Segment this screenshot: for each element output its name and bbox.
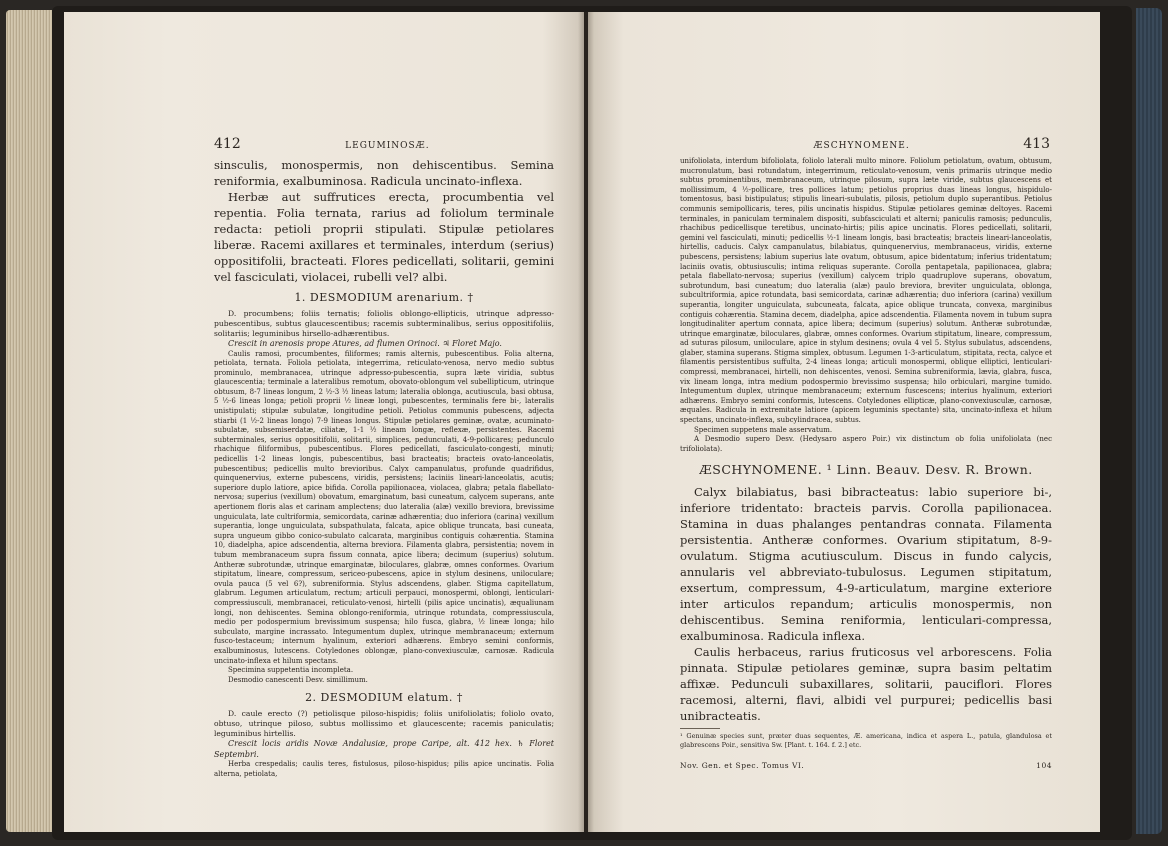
genus-character: Calyx bilabiatus, basi bibracteatus: labio superiore bi-, inferiore tridentato: bracteis parvis. Corolla papilionacea. Stamina in duas phalanges pentandras connata. Filamenta persistentia. Antheræ conformes. Ovarium stipitatum, 8-9-ovulatum. Stigma acutiusculum. Discus in fundo calycis, annularis vel abbreviato-tubulosus. Legumen stipitatum, exsertum, compressum, 4-9-articulatum, margine exteriore inter articulos repandum; articulis monospermis, non dehiscentibus. Semina reniformia, lenticulari-compressa, exalbuminosa. Radicula inflexa. [680,485,1052,644]
left-page-number: 412 [214,136,241,152]
signature-line [680,761,1052,770]
footnote: ¹ Genuinæ species sunt, præter duas sequentes, Æ. americana, indica et aspera L., patula, glandulosa et glabrescens Poir., sensitiva Sw. [Plant. t. 164. f. 2.] etc. [680,732,1052,749]
species-note-1b: Desmodio canescenti Desv. simillimum. [228,675,368,684]
page-edges-left [6,10,52,832]
genus-heading: ÆSCHYNOMENE. ¹ Linn. Beauv. Desv. R. Brown. [699,462,1033,478]
left-running-head [214,136,554,152]
genus-habit: Herbæ aut suffrutices erecta, procumbentia vel repentia. Folia ternata, rarius ad foliolum terminale redacta: petioli proprii stipulati. Stipulæ petiolares liberæ. Racemi axillares et terminales, interdum (serius) oppositifolii, bracteati. Flores pedicellati, solitarii, gemini vel fasciculati, violacei, rubelli vel? albi. [214,190,554,284]
genus-habit-aeschynomene: Caulis herbaceus, rarius fruticosus vel arborescens. Folia pinnata. Stipulæ petiolares geminæ, supra basim peltatim affixæ. Pedunculi subaxillares, solitarii, pauciflori. Flores racemosi, alterni, flavi, albidi vel purpurei; pedicellis basi unibracteatis. [680,645,1052,724]
affinity-note: A Desmodio supero Desv. (Hedysaro aspero Poir.) vix distinctum ob folia unifoliolata (nec trifoliolata). [680,435,1052,453]
genus-description-end: sinsculis, monospermis, non dehiscentibus. Semina reniformia, exalbuminosa. Radicula uncinato-inflexa. [214,158,554,188]
species-description-2-continued: unifoliolata, interdum bifoliolata, foliolo laterali multo minore. Foliolum petiolatum, ovatum, obtusum, mucronulatum, basi rotundatum, integerrimum, reticulato-venosum, venis primariis utrinque medio subtus prominentibus, membranaceum, utrinque pilosum, supra læte viride, subtus glaucescens et mollissimum, 4 ½-pollicare, tres pollices latum; petiolus proprius duas lineas longus, hispidulo-tomentosus, basi bistipulatus; stipulis lineari-subulatis, pilosis, petiolum duplo superantibus. Petiolus communis semipollicaris, teres, pilis uncinatis hispidus. Stipulæ petiolares geminæ deltoyes. Racemi terminales, in paniculam terminalem dispositi, subfasciculati et alterni; paniculis ramosis; pedunculis, rhachibus pedicellisque teretibus, uncinato-hirtis; pilis apice uncinatis. Flores pedicellati, solitarii, gemini vel fasciculati, minuti; pedicellis ½-1 lineam longis, basi bracteatis; bracteis lineari-lanceolatis, hirtellis, caducis. Calyx campanulatus, bilabiatus, quinquenervius, membranaceus, viridis, externe pubescens, persistens; labium superius late ovatum, obtusum, apice bidentatum; inferius tridentatum; laciniis ovatis, obtusiusculis; intima reliquas superante. Corolla pentapetala, papilionacea, glabra; petala flabellato-nervosa; superius (vexillum) calycem triplo quadruplove superans, obovatum, subrotundum, basi cuneatum; duo lateralia (alæ) paulo breviora, breviter unguiculata, oblonga, subcultriformia, apice rotundata, basi semicordata, carinæ adhærentia; duo inferiora (carina) vexillum superantia, longiter unguiculata, subcuneata, falcata, apice oblique truncata, convexa, marginibus contiguis cohærentia. Stamina decem, diadelpha, apice adscendentia. Filamenta novem in tubum supra longitudinaliter apertum connata, apice libera; decimum (superius) solutum. Antheræ subrotundæ, utrinque emarginatæ, biloculares, glabræ, omnes conformes. Ovarium stipitatum, lineare, compressum, ad suturas pilosum, uniloculare, apice in stylum desinens; ovula 4 vel 5. Stylus subulatus, adscendens, glaber, stamina superans. Stigma simplex, obtusum. Legumen 1-3-articulatum, stipitata, recta, calyce et filamentis persistentibus suffulta, 2-4 lineas longa; articuli monospermi, oblique elliptici, lenticulari-compressi, membranacei, hirtelli, non dehiscentes, venosi. Semina subreniformia, lævia, glabra, fusca, vix lineam longa, intra medium podospermio brevissimo suspensa; hilo orbiculari, margine tumido. Integumentum duplex, utrinque membranaceum; externum fuscescens; interius hyalinum, exteriori adhærens. Embryo semini conformis, lutescens. Cotyledones ellipticæ, plano-convexiusculæ, carnosæ, æquales. Radicula in extremitate latiore (apicem leguminis spectante) sita, uncinato-inflexa et hilum spectans, uncinato-inflexa, subcylindracea, subtus. [680,157,1052,425]
species-heading-2: 2. DESMODIUM elatum. † [305,691,463,705]
right-text-block [680,157,1052,770]
species-heading-1: 1. DESMODIUM arenarium. † [294,291,474,304]
signature-number: 104 [1036,761,1052,771]
right-page [588,12,1100,832]
left-running-title: LEGUMINOSÆ. [345,141,430,151]
right-running-head [680,136,1050,152]
specimen-note: Specimen suppetens male asservatum. [694,425,833,434]
species-description-1: Caulis ramosi, procumbentes, filiformes; ramis alternis, pubescentibus. Folia alterna, petiolata, ternata. Foliola petiolata, integerrima, reticulato-venosa, nervo medio subtus prominulo, membranacea, utrinque adpresso-pubescentia, supra læte viridia, subtus glaucescentia; terminale a lateralibus remotum, obovato-oblongum vel subellipticum, utrinque obtusum, 8-7 lineas longum, 2 ½-3 ½ lineas latum; lateralia oblonga, acutiuscula, basi obtusa, 5 ½-6 lineas longa; petioli proprii ½ lineæ longi, pubescentes, terminalis fere bi-, lateralis unistipulati; stipulæ subulatæ, longitudine petioli. Petiolus communis pubescens, adjecta stiarbi (1 ½-2 lineas longo) 7-9 lineas longus. Stipulæ petiolares geminæ, ovatæ, acuminato-subulatæ, subsemiserdatæ, ciliatæ, 1-1 ½ lineam longæ, reflexæ, persistentes. Racemi subterminales, serius oppositifolii, solitarii, simplices, pedunculati, 4-9-pollicares; pedunculo rhachique filiformibus, pubescentibus. Flores pedicellati, fasciculato-congesti, minuti; pedicellis 1-2 lineas longis, pubescentibus, basi bracteatis; bracteis ovato-lanceolatis, pubescentibus; pedicellis multo brevioribus. Calyx campanulatus, profunde quadrifidus, quinquenervius, externe pubescens, viridis, persistens; laciniis lineari-lanceolatis, acutis; superiore duplo latiore, apice bifida. Corolla papilionacea, violacea, glabra; petala flabellato-nervosa; superius (vexillum) obovatum, emarginatum, basi cuneatum, calycem superans, ante apertionem floris alas et carinam amplectens; duo lateralia (alæ) vexillo breviora, brevissime unguiculata, late cultriformia, semicordata, carinæ adhærentia; duo inferiora (carina) vexillum superantia, longe unguiculata, subspathulata, falcata, apice oblique truncata, basi cuneata, supra ungueum gibbo conico-subulato calcarata, marginibus contiguis cohærentia. Stamina 10, diadelpha, apice adscendentia, alterna breviora. Filamenta glabra, persistentia; novem in tubum membranaceum supra fissum connata, apice libera; decimum (superius) solutum. Antheræ subrotundæ, utrinque emarginatæ, biloculares, glabræ, omnes conformes. Ovarium stipitatum, lineare, compressum, sericeo-pubescens, apice in stylum desinens, uniloculare; ovula pauca (5 vel 6?), subreniformia. Stylus adscendens, glaber. Stigma capitellatum, glabrum. Legumen articulatum, rectum; articuli perpauci, monospermi, oblongi, lenticulari-compressiusculi, membranacei, reticulato-venosi, hirtelli (pilis apice uncinatis), æqualiunam longi, non dehiscentes. Semina oblongo-reniformia, utrinque rotundata, compressiuscula, medio per podospermium brevissimum suspensa; hilo fusca, glabra, ½ lineæ longa; hilo subculato, margine incrassato. Integumentum duplex, utrinque membranaceum; externum fusco-testaceum; internum hyalinum, exteriori adhærens. Embryo semini conformis, exalbuminosus, lutescens. Cotyledones oblongæ, plano-convexiusculæ, carnosæ. Radicula uncinato-inflexa et hilum spectans. [214,349,554,665]
right-running-title: ÆSCHYNOMENE. [813,141,910,151]
cover-edge-right [1136,8,1162,834]
species-diagnosis-2: D. caule erecto (?) petiolisque piloso-hispidis; foliis unifoliolatis; foliolo ovato, obtuso, utrinque piloso, subtus mollissimo et glaucescente; racemis paniculatis; leguminibus hirtellis. [214,709,554,739]
species-note-1a: Specimina suppetentia incompleta. [228,666,354,675]
book-gutter [578,12,594,832]
species-description-2: Herba crespedalis; caulis teres, fistulosus, piloso-hispidus; pilis apice uncinatis. Folia alterna, petiolata, [214,760,554,778]
species-diagnosis-1: D. procumbens; foliis ternatis; foliolis oblongo-ellipticis, utrinque adpresso-pubescentibus, subtus glaucescentibus; racemis subterminalibus, serius oppositifoliis, solitariis; leguminibus hirsello-adhærentibus. [214,309,554,338]
left-text-block [214,157,554,779]
right-page-number: 413 [1023,136,1050,152]
left-page [64,12,584,832]
species-locality-1: Crescit in arenosis prope Atures, ad flumen Orinoci. ♃ Floret Majo. [228,339,502,348]
signature-title: Nov. Gen. et Spec. Tomus VI. [680,761,805,771]
footnote-rule [680,728,720,729]
species-locality-2: Crescit locis aridis Novæ Andalusiæ, prope Caripe, alt. 412 hex. ♄ Floret Septembri. [214,739,554,759]
